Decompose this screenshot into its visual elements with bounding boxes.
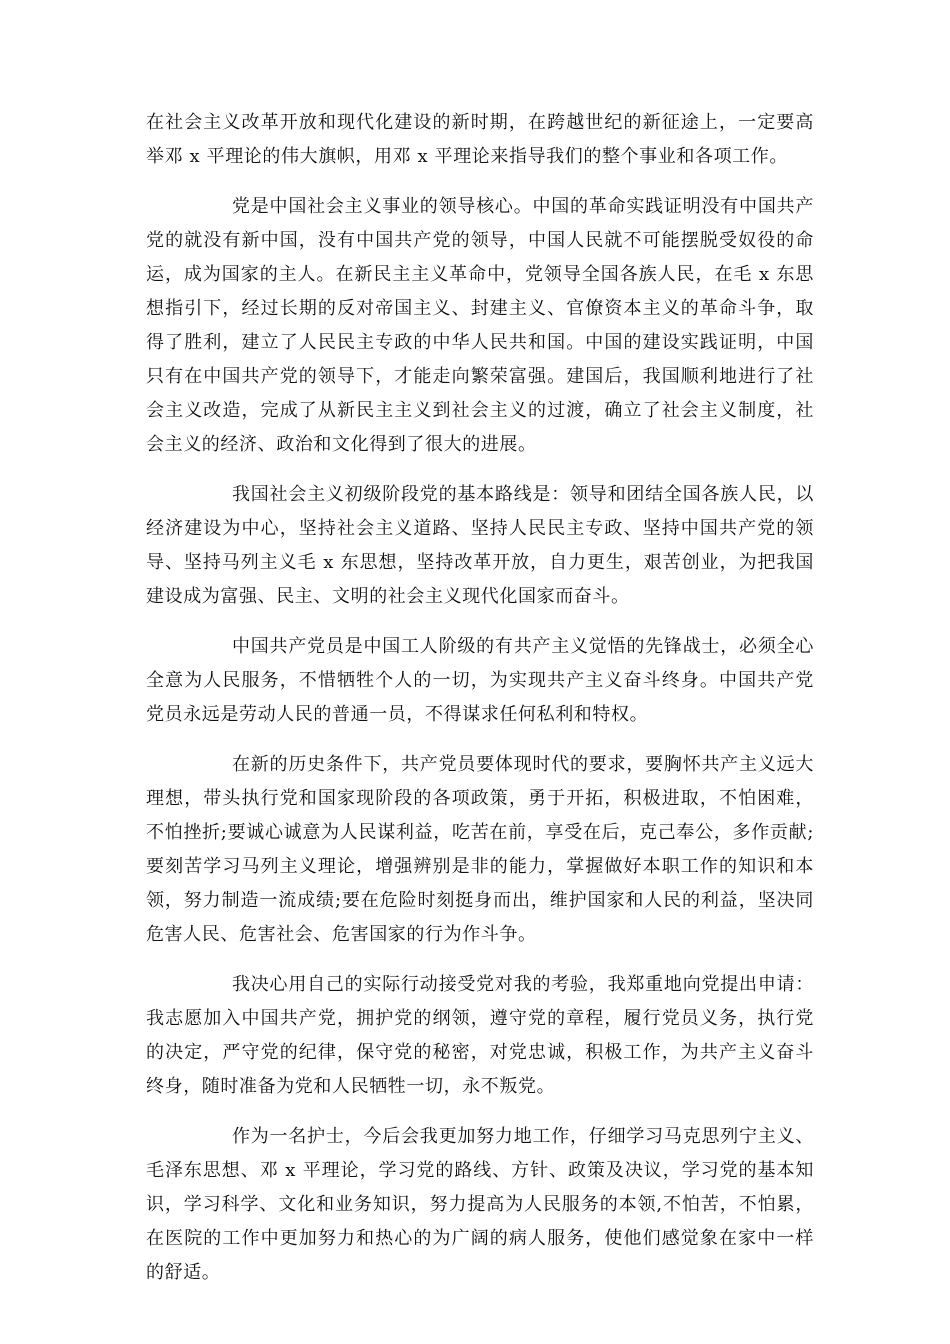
paragraph-4: 中国共产党员是中国工人阶级的有共产主义觉悟的先锋战士，必须全心全意为人民服务，不惜牺牲个人的一切，为实现共产主义奋斗终身。中国共产党党员永远是劳动人民的普通一员，不得谋求任何私利和特权。: [146, 636, 814, 725]
paragraph-7: 作为一名护士，今后会我更加努力地工作，仔细学习马克思列宁主义、毛泽东思想、邓 x 平理论，学习党的路线、方针、政策及决议，学习党的基本知识，学习科学、文化和业务知识，努力提高为人民服务的本领,不怕苦，不怕累，在医院的工作中更加努力和热心的为广阔的病人服务，使他们感觉象在家中一样的舒适。: [146, 1126, 814, 1283]
paragraph-5: 在新的历史条件下，共产党员要体现时代的要求，要胸怀共产主义远大理想，带头执行党和国家现阶段的各项政策，勇于开拓，积极进取，不怕困难，不怕挫折;要诚心诚意为人民谋利益，吃苦在前，享受在后，克己奉公，多作贡献;要刻苦学习马列主义理论，增强辨别是非的能力，掌握做好本职工作的知识和本领，努力制造一流成绩;要在危险时刻挺身而出，维护国家和人民的利益，坚决同危害人民、危害社会、危害国家的行为作斗争。: [146, 754, 814, 945]
paragraph-1: 在社会主义改革开放和现代化建设的新时期，在跨越世纪的新征途上，一定要高举邓 x 平理论的伟大旗帜，用邓 x 平理论来指导我们的整个事业和各项工作。: [146, 112, 814, 167]
paragraph-3: 我国社会主义初级阶段党的基本路线是：领导和团结全国各族人民，以经济建设为中心，坚持社会主义道路、坚持人民民主专政、坚持中国共产党的领导、坚持马列主义毛 x 东思想，坚持改革开放，自力更生，艰苦创业，为把我国建设成为富强、民主、文明的社会主义现代化国家而奋斗。: [146, 484, 814, 607]
paragraph-2: 党是中国社会主义事业的领导核心。中国的革命实践证明没有中国共产党的就没有新中国，没有中国共产党的领导，中国人民就不可能摆脱受奴役的命运，成为国家的主人。在新民主主义革命中，党领导全国各族人民，在毛 x 东思想指引下，经过长期的反对帝国主义、封建主义、官僚资本主义的革命斗争，取得了胜利，建立了人民民主专政的中华人民共和国。中国的建设实践证明，中国只有在中国共产党的领导下，才能走向繁荣富强。建国后，我国顺利地进行了社会主义改造，完成了从新民主主义到社会主义的过渡，确立了社会主义制度，社会主义的经济、政治和文化得到了很大的进展。: [146, 196, 814, 455]
paragraph-6: 我决心用自己的实际行动接受党对我的考验，我郑重地向党提出申请：我志愿加入中国共产党，拥护党的纲领，遵守党的章程，履行党员义务，执行党的决定，严守党的纪律，保守党的秘密，对党忠诚，积极工作，为共产主义奋斗终身，随时准备为党和人民牺牲一切，永不叛党。: [146, 974, 814, 1097]
document-body: [146, 106, 814, 1306]
